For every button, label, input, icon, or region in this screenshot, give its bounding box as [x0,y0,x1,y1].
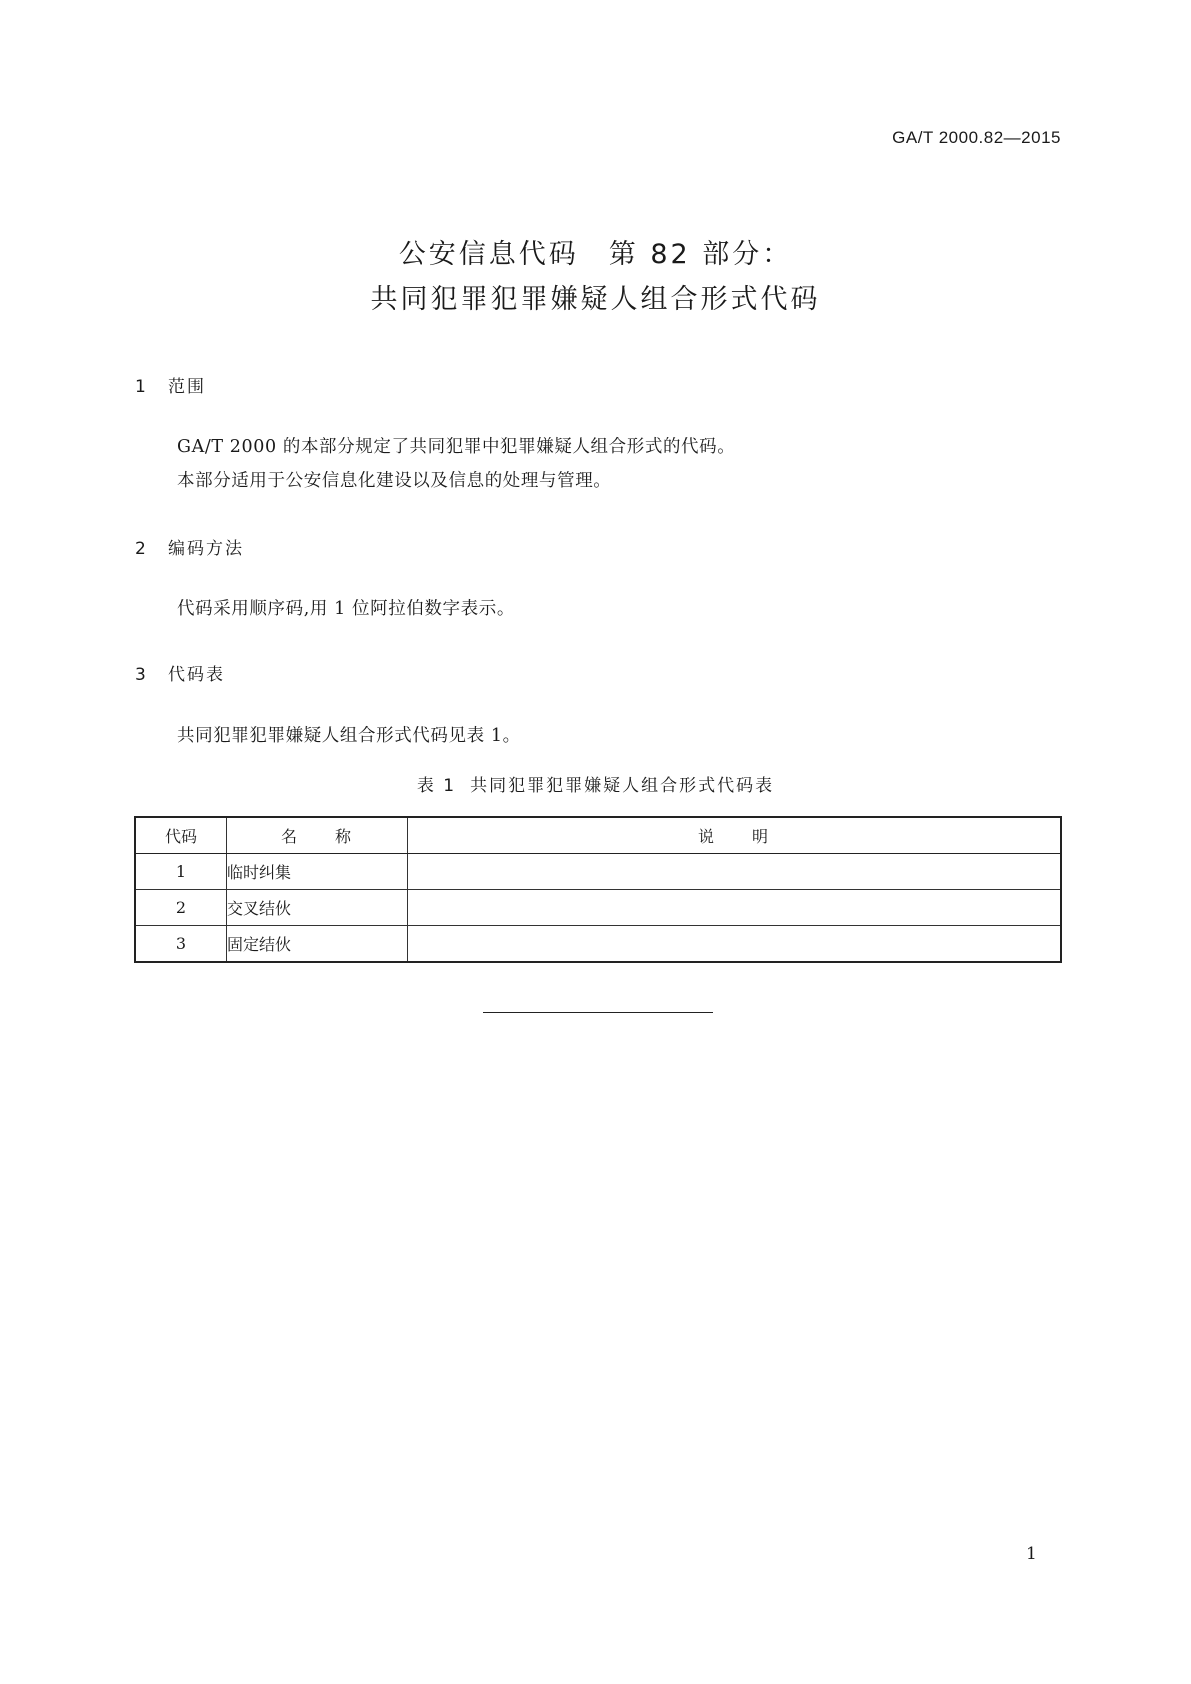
cell-name: 临时纠集 [227,854,408,890]
standard-code: GA/T 2000.82—2015 [892,128,1061,147]
section-number: 1 [135,377,148,397]
table-caption-number: 表 1 [416,776,457,796]
table-row [135,890,1061,926]
paragraph: GA/T 2000 的本部分规定了共同犯罪中犯罪嫌疑人组合形式的代码。 [177,437,736,457]
cell-name: 固定结伙 [227,926,408,963]
table-header-row [135,817,1061,854]
table-caption [0,771,1191,796]
cell-code: 3 [135,926,227,963]
table-row [135,926,1061,963]
header-code: 代码 [135,817,227,854]
cell-description [408,926,1062,963]
code-table [134,816,1062,963]
section-heading-code-table [135,660,225,685]
cell-description [408,854,1062,890]
end-rule [483,1012,713,1013]
paragraph: 共同犯罪犯罪嫌疑人组合形式代码见表 1。 [177,726,521,746]
paragraph: 代码采用顺序码,用 1 位阿拉伯数字表示。 [177,599,515,619]
table-caption-title: 共同犯罪犯罪嫌疑人组合形式代码表 [470,776,775,796]
title-line-2: 共同犯罪犯罪嫌疑人组合形式代码 [370,284,821,315]
cell-code: 2 [135,890,227,926]
cell-code: 1 [135,854,227,890]
cell-description [408,890,1062,926]
section-heading-scope [135,372,206,397]
header-name: 名 称 [227,817,408,854]
cell-name: 交叉结伙 [227,890,408,926]
section-title: 范围 [168,377,206,397]
header-description: 说 明 [408,817,1062,854]
table-row [135,854,1061,890]
section-number: 3 [135,665,148,685]
section-number: 2 [135,539,148,559]
section-title: 代码表 [168,665,225,685]
title-line-1: 公安信息代码 第 82 部分： [398,239,793,270]
paragraph: 本部分适用于公安信息化建设以及信息的处理与管理。 [177,471,612,491]
section-heading-coding-method [135,534,244,559]
section-title: 编码方法 [168,539,244,559]
page-number: 1 [1026,1544,1037,1564]
